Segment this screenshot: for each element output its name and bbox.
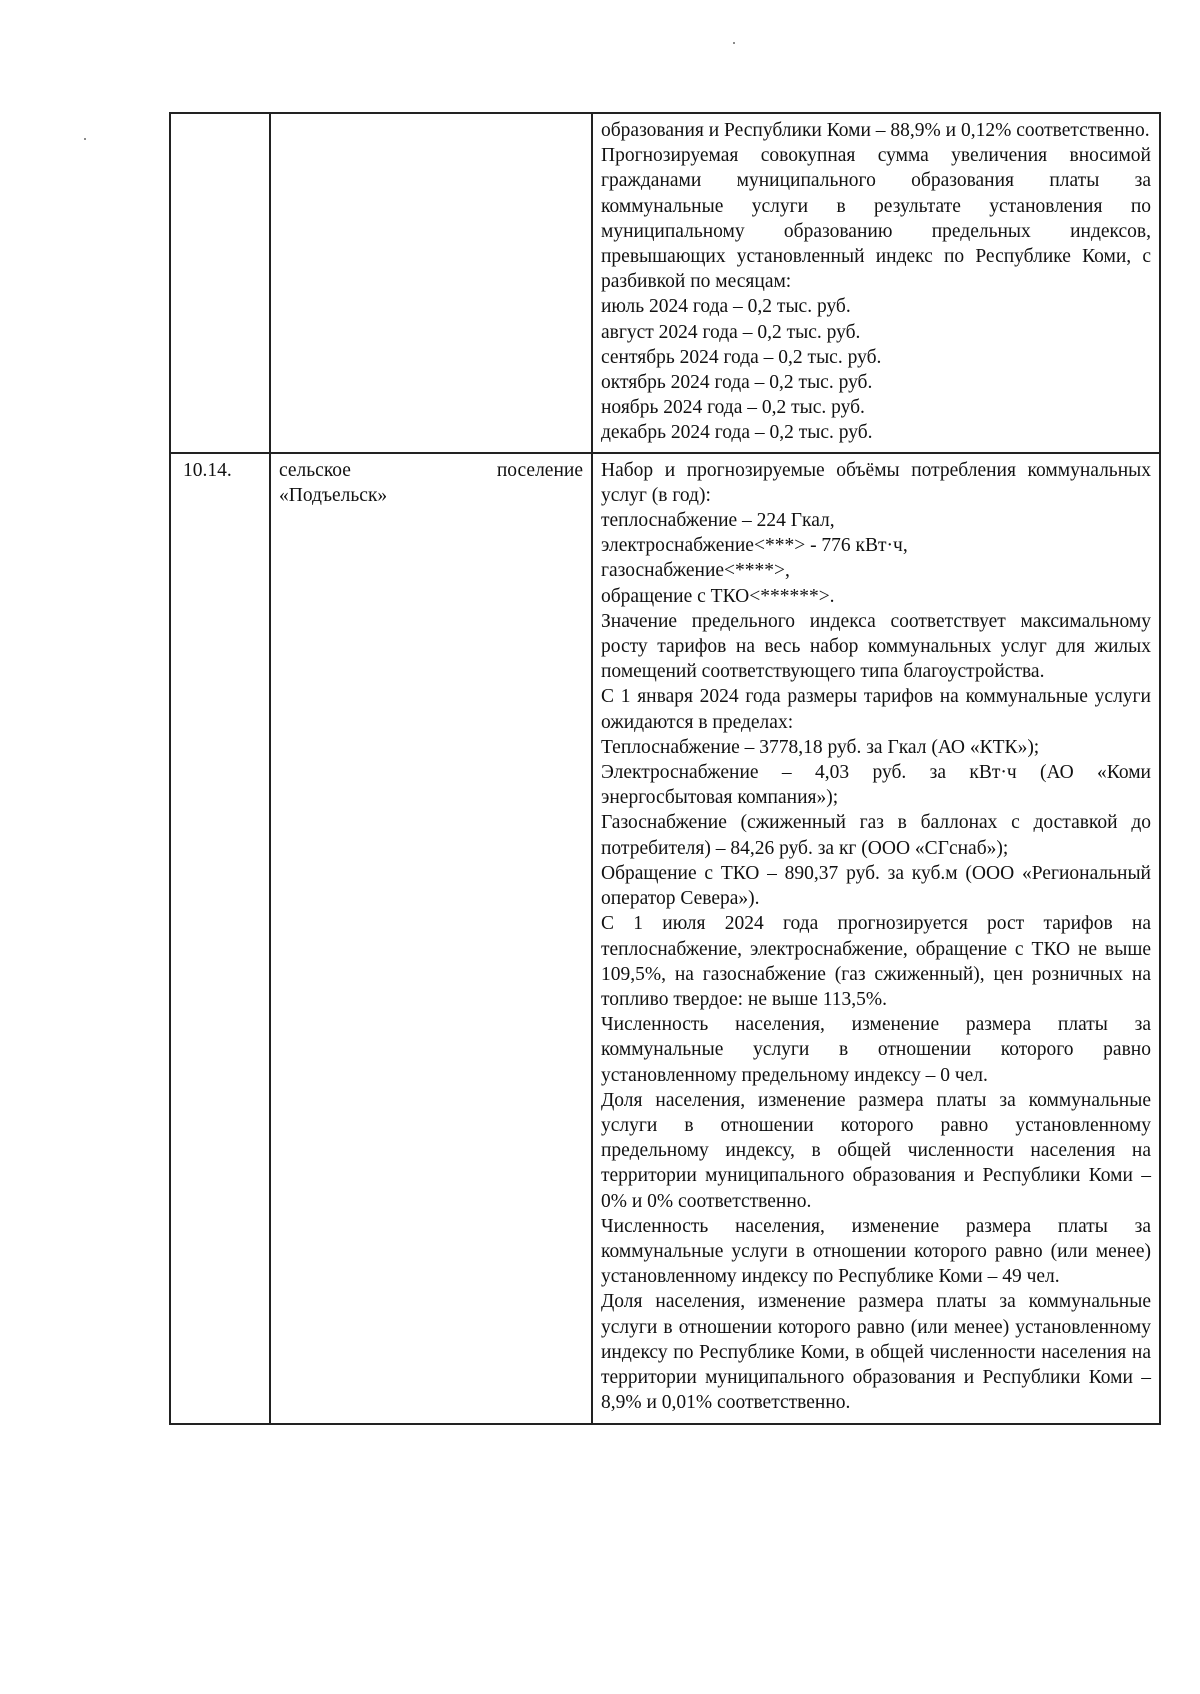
table-row	[170, 113, 1160, 453]
monthly-amount: август 2024 года – 0,2 тыс. руб.	[601, 321, 861, 343]
description-paragraph: образования и Республики Коми – 88,9% и 0,12% соответственно.	[601, 120, 1150, 141]
municipality-cell	[270, 453, 592, 1425]
description-paragraph: Прогнозируемая совокупная сумма увеличения вносимой гражданами муниципального образования платы за коммунальные услуги в результате установления по муниципальному образованию предельных индексов, превышающих установленный индекс по Республике Коми, с разбивкой по месяцам:	[601, 145, 1151, 293]
row-number-cell	[170, 113, 270, 453]
description-paragraph: Численность населения, изменение размера платы за коммунальные услуги в отношении которого равно (или менее) установленному индексу по Республике Коми – 49 чел.	[601, 1215, 1151, 1288]
table-row	[170, 453, 1160, 1425]
municipality-type: сельское поселение	[279, 459, 583, 481]
scan-speck	[733, 42, 735, 44]
description-paragraph: Доля населения, изменение размера платы за коммунальные услуги в отношении которого равно (или менее) установленному индексу по Республике Коми, в общей численности населения на территории муниципального образования и Республики Коми – 8,9% и 0,01% соответственно.	[601, 1291, 1151, 1414]
description-paragraph: Значение предельного индекса соответствует максимальному росту тарифов на весь набор коммунальных услуг для жилых помещений соответствующего типа благоустройства.	[601, 610, 1151, 683]
description-paragraph: С 1 января 2024 года размеры тарифов на коммунальные услуги ожидаются в пределах:	[601, 686, 1151, 733]
consumption-item: газоснабжение<****>,	[601, 560, 790, 582]
tariff-item: Электроснабжение – 4,03 руб. за кВт·ч (АО «Коми энергосбытовая компания»);	[601, 762, 1151, 809]
municipality-cell	[270, 113, 592, 453]
consumption-item: обращение с ТКО<******>.	[601, 585, 835, 607]
description-paragraph: Доля населения, изменение размера платы за коммунальные услуги в отношении которого равно установленному предельному индексу, в общей численности населения на территории муниципального образования и Республики Коми – 0% и 0% соответственно.	[601, 1089, 1151, 1212]
consumption-item: теплоснабжение – 224 Гкал,	[601, 510, 835, 532]
monthly-amount: декабрь 2024 года – 0,2 тыс. руб.	[601, 422, 873, 444]
monthly-amount: июль 2024 года – 0,2 тыс. руб.	[601, 296, 851, 318]
tariff-item: Теплоснабжение – 3778,18 руб. за Гкал (АО «КТК»);	[601, 736, 1040, 758]
monthly-amount: октябрь 2024 года – 0,2 тыс. руб.	[601, 372, 873, 394]
tariff-item: Обращение с ТКО – 890,37 руб. за куб.м (ООО «Региональный оператор Севера»).	[601, 862, 1151, 910]
scan-speck	[84, 138, 86, 140]
monthly-amount: ноябрь 2024 года – 0,2 тыс. руб.	[601, 397, 865, 419]
description-paragraph: С 1 июля 2024 года прогнозируется рост тарифов на теплоснабжение, электроснабжение, обращение с ТКО не выше 109,5%, на газоснабжение (газ сжиженный), цен розничных на топливо твердое: не выше 113,5%.	[601, 913, 1151, 1010]
municipality-name: «Подъельск»	[279, 484, 388, 506]
tariff-table	[169, 112, 1161, 1425]
row-number-cell: 10.14.	[170, 453, 270, 1425]
monthly-amount: сентябрь 2024 года – 0,2 тыс. руб.	[601, 346, 882, 368]
tariff-item: Газоснабжение (сжиженный газ в баллонах с доставкой до потребителя) – 84,26 руб. за кг (ООО «СГснаб»);	[601, 812, 1151, 859]
description-paragraph: Численность населения, изменение размера платы за коммунальные услуги в отношении которого равно установленному предельному индексу – 0 чел.	[601, 1014, 1151, 1086]
description-cell	[592, 113, 1160, 453]
description-paragraph: Набор и прогнозируемые объёмы потребления коммунальных услуг (в год):	[601, 459, 1151, 506]
description-cell	[592, 453, 1160, 1425]
consumption-item: электроснабжение<***> - 776 кВт·ч,	[601, 535, 908, 557]
